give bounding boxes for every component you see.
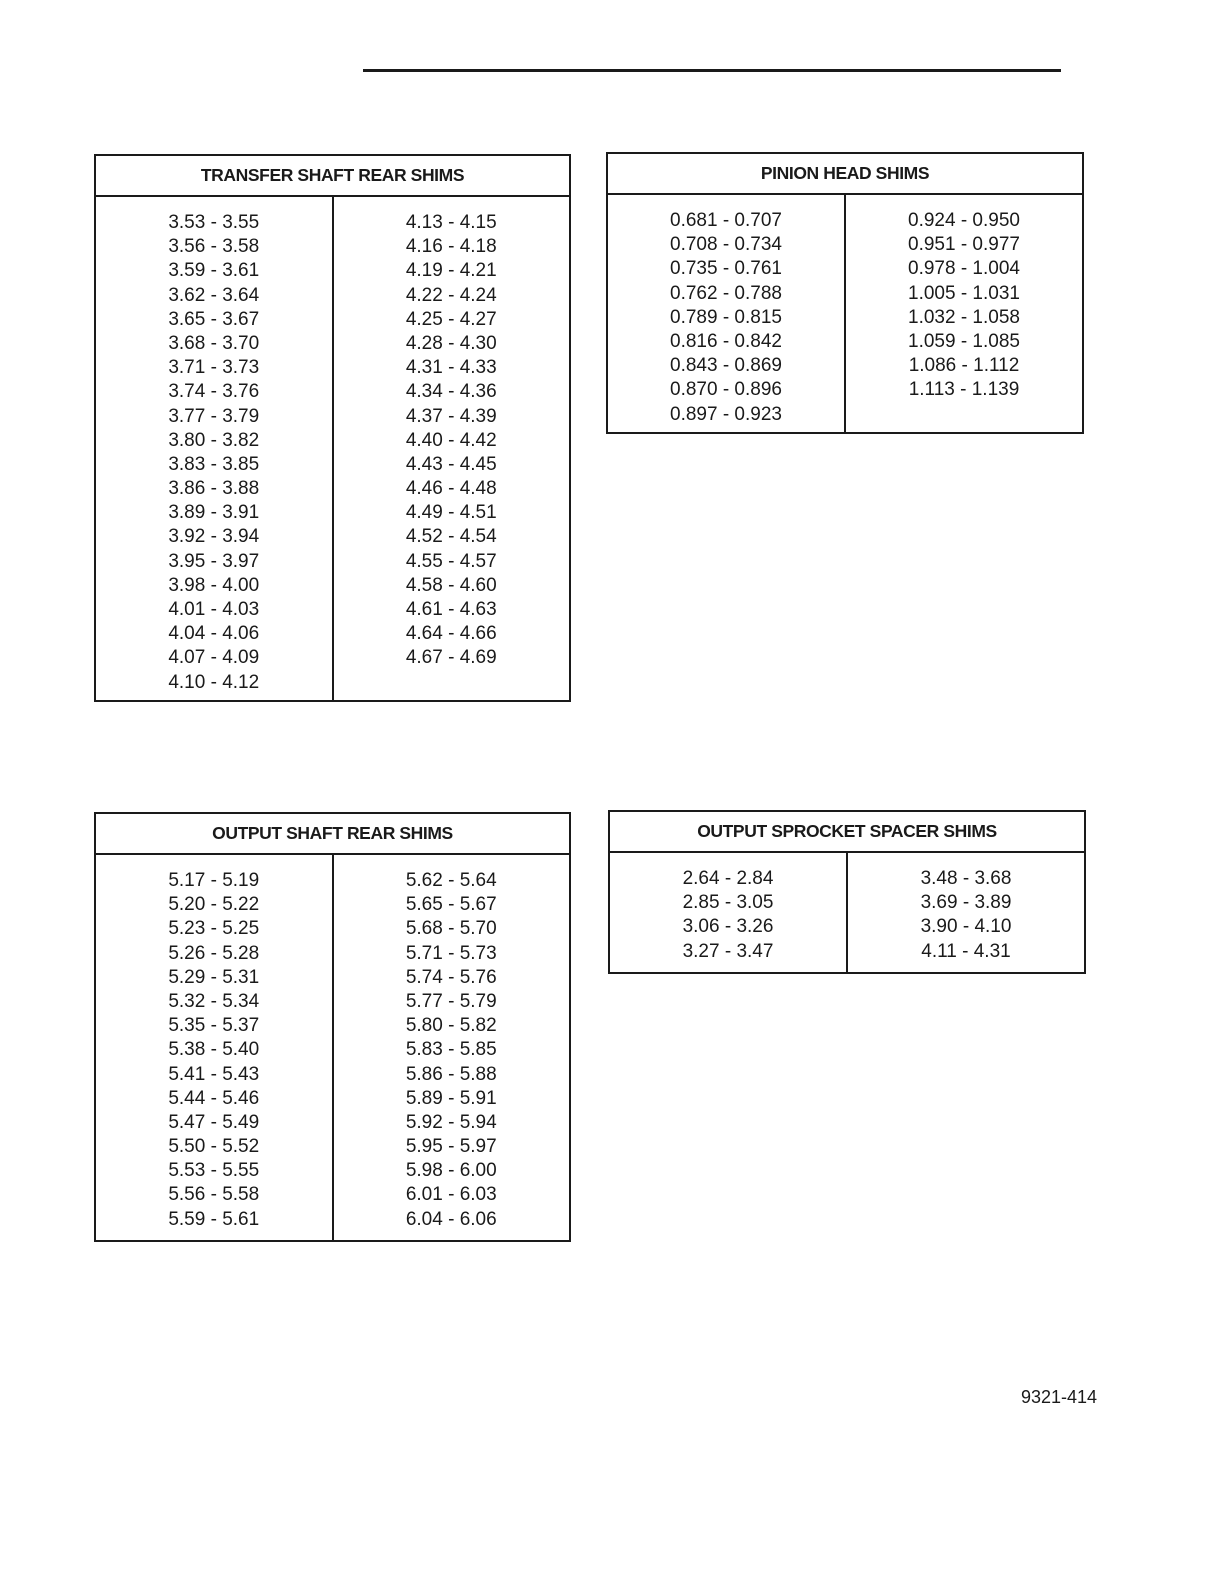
shim-range-cell: 4.40 - 4.42: [405, 429, 497, 451]
shim-range-cell: 5.80 - 5.82: [405, 1015, 497, 1037]
left-column: [96, 197, 332, 700]
shim-range-cell: 0.816 - 0.842: [670, 330, 782, 352]
shim-range-cell: 3.69 - 3.89: [920, 892, 1012, 914]
shim-range-cell: 5.92 - 5.94: [405, 1111, 497, 1133]
shim-range-cell: 4.16 - 4.18: [405, 236, 497, 258]
shim-range-cell: 4.37 - 4.39: [405, 405, 497, 427]
shim-range-cell: 5.89 - 5.91: [405, 1087, 497, 1109]
shim-range-cell: 1.113 - 1.139: [908, 379, 1020, 401]
shim-range-cell: 3.92 - 3.94: [168, 526, 260, 548]
shim-range-cell: 5.83 - 5.85: [405, 1039, 497, 1061]
shim-range-cell: 5.23 - 5.25: [168, 918, 260, 940]
shim-range-cell: 5.77 - 5.79: [405, 990, 497, 1012]
shim-range-cell: 5.95 - 5.97: [405, 1136, 497, 1158]
shim-range-cell: 4.11 - 4.31: [921, 940, 1011, 962]
shim-range-cell: 3.83 - 3.85: [168, 453, 260, 475]
shim-range-cell: 3.65 - 3.67: [168, 308, 260, 330]
shim-range-cell: 5.41 - 5.43: [168, 1063, 260, 1085]
shim-range-cell: 3.68 - 3.70: [168, 332, 260, 354]
table-title: PINION HEAD SHIMS: [608, 154, 1082, 195]
table-title: OUTPUT SHAFT REAR SHIMS: [96, 814, 569, 855]
table-title: TRANSFER SHAFT REAR SHIMS: [96, 156, 569, 197]
shim-range-cell: 5.29 - 5.31: [168, 966, 260, 988]
shim-range-cell: 5.65 - 5.67: [405, 894, 497, 916]
shim-range-cell: 5.68 - 5.70: [405, 918, 497, 940]
shim-range-cell: 5.50 - 5.52: [168, 1136, 260, 1158]
shim-range-cell: 4.25 - 4.27: [405, 308, 497, 330]
shim-range-cell: 3.95 - 3.97: [168, 550, 260, 572]
shim-range-cell: 4.46 - 4.48: [405, 478, 497, 500]
shim-range-cell: 4.19 - 4.21: [405, 260, 497, 282]
shim-range-cell: 5.32 - 5.34: [168, 990, 260, 1012]
shim-range-cell: 4.10 - 4.12: [168, 671, 260, 693]
shim-range-cell: 3.74 - 3.76: [168, 381, 260, 403]
table-title: OUTPUT SPROCKET SPACER SHIMS: [610, 812, 1084, 853]
shim-range-cell: 3.98 - 4.00: [168, 574, 260, 596]
shim-range-cell: 3.59 - 3.61: [168, 260, 260, 282]
shim-range-cell: 4.13 - 4.15: [405, 212, 497, 233]
shim-range-cell: 0.681 - 0.707: [670, 210, 782, 231]
shim-range-cell: 0.708 - 0.734: [670, 234, 782, 256]
shim-range-cell: 0.735 - 0.761: [670, 258, 782, 280]
shim-range-cell: 5.71 - 5.73: [405, 942, 497, 964]
shim-range-cell: 1.059 - 1.085: [908, 330, 1020, 352]
shim-range-cell: 3.89 - 3.91: [168, 502, 260, 524]
shim-range-cell: 4.22 - 4.24: [405, 284, 497, 306]
left-column: [96, 855, 332, 1240]
shim-range-cell: 3.27 - 3.47: [682, 940, 774, 962]
shim-range-cell: 4.43 - 4.45: [405, 453, 497, 475]
shim-range-cell: 4.07 - 4.09: [168, 647, 260, 669]
shim-range-cell: 0.978 - 1.004: [908, 258, 1020, 280]
shim-range-cell: 0.762 - 0.788: [670, 282, 782, 304]
shim-range-cell: 4.52 - 4.54: [405, 526, 497, 548]
shim-range-cell: 3.86 - 3.88: [168, 478, 260, 500]
shim-range-cell: 5.74 - 5.76: [405, 966, 497, 988]
shim-range-cell: 5.35 - 5.37: [168, 1015, 260, 1037]
shim-range-cell: 0.924 - 0.950: [908, 210, 1020, 231]
transfer-shaft-rear-shims-table: [94, 154, 571, 702]
shim-range-cell: 5.56 - 5.58: [168, 1184, 260, 1206]
shim-range-cell: 5.86 - 5.88: [405, 1063, 497, 1085]
shim-range-cell: 5.20 - 5.22: [168, 894, 260, 916]
shim-range-cell: 2.85 - 3.05: [682, 892, 774, 914]
right-column: [332, 855, 570, 1240]
pinion-head-shims-table: [606, 152, 1084, 434]
left-column: [608, 195, 844, 432]
shim-range-cell: 4.55 - 4.57: [405, 550, 497, 572]
shim-range-cell: 0.789 - 0.815: [670, 306, 782, 328]
figure-id: 9321-414: [1021, 1387, 1098, 1407]
shim-range-cell: 5.17 - 5.19: [168, 870, 260, 891]
shim-range-cell: 0.843 - 0.869: [670, 355, 782, 377]
shim-range-cell: 3.06 - 3.26: [682, 916, 774, 938]
shim-range-cell: 1.086 - 1.112: [908, 355, 1020, 377]
shim-range-cell: 5.26 - 5.28: [168, 942, 260, 964]
shim-range-cell: 5.38 - 5.40: [168, 1039, 260, 1061]
shim-range-cell: 5.53 - 5.55: [168, 1160, 260, 1182]
shim-range-cell: 0.897 - 0.923: [670, 403, 782, 425]
shim-range-cell: 3.56 - 3.58: [168, 236, 260, 258]
output-shaft-rear-shims-table: [94, 812, 571, 1242]
right-column: [332, 197, 570, 700]
shim-range-cell: 3.71 - 3.73: [168, 357, 260, 379]
left-column: [610, 853, 846, 972]
shim-range-cell: 6.04 - 6.06: [405, 1208, 497, 1230]
shim-range-cell: 0.951 - 0.977: [908, 234, 1020, 256]
shim-range-cell: 3.62 - 3.64: [168, 284, 260, 306]
shim-range-cell: 4.28 - 4.30: [405, 332, 497, 354]
shim-range-cell: 4.04 - 4.06: [168, 623, 260, 645]
shim-range-cell: 5.47 - 5.49: [168, 1111, 260, 1133]
shim-range-cell: 3.53 - 3.55: [168, 212, 260, 233]
shim-range-cell: 3.90 - 4.10: [920, 916, 1012, 938]
shim-range-cell: 4.49 - 4.51: [405, 502, 497, 524]
shim-range-cell: 3.80 - 3.82: [168, 429, 260, 451]
shim-range-cell: 0.870 - 0.896: [670, 379, 782, 401]
shim-range-cell: 2.64 - 2.84: [682, 868, 774, 889]
shim-range-cell: 4.31 - 4.33: [405, 357, 497, 379]
right-column: [846, 853, 1084, 972]
shim-range-cell: 5.44 - 5.46: [168, 1087, 260, 1109]
right-column: [844, 195, 1082, 432]
shim-range-cell: 5.98 - 6.00: [405, 1160, 497, 1182]
shim-range-cell: 6.01 - 6.03: [405, 1184, 497, 1206]
shim-range-cell: 1.032 - 1.058: [908, 306, 1020, 328]
shim-range-cell: 4.61 - 4.63: [405, 599, 497, 620]
shim-range-cell: 5.62 - 5.64: [405, 870, 497, 891]
shim-range-cell: 4.58 - 4.60: [405, 574, 497, 596]
shim-range-cell: 5.59 - 5.61: [168, 1208, 260, 1230]
shim-range-cell: 1.005 - 1.031: [908, 282, 1020, 304]
shim-range-cell: 4.64 - 4.66: [405, 623, 497, 645]
output-sprocket-spacer-shims-table: [608, 810, 1086, 974]
shim-range-cell: 4.34 - 4.36: [405, 381, 497, 403]
shim-range-cell: 3.77 - 3.79: [168, 405, 260, 427]
shim-range-cell: 4.01 - 4.03: [168, 599, 260, 620]
shim-range-cell: 4.67 - 4.69: [405, 647, 497, 669]
top-rule: [363, 69, 1061, 72]
shim-range-cell: 3.48 - 3.68: [920, 868, 1012, 889]
